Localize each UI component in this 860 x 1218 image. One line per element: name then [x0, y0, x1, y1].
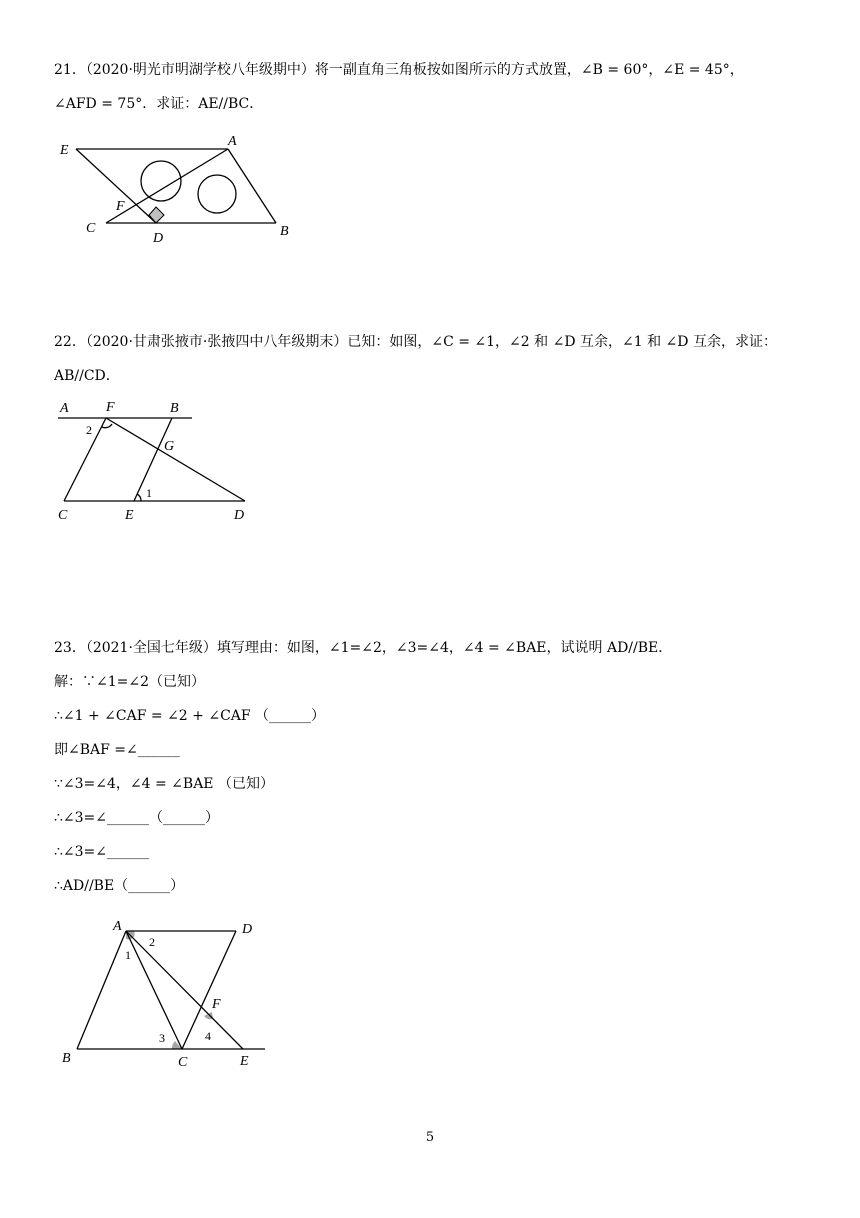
q22-label-G: G — [164, 439, 175, 454]
q23-statement-line1: 23．（2021·全国七年级）填写理由：如图，∠1=∠2，∠3=∠4，∠4 = ∠BAE，试说明 AD//BE． — [54, 640, 673, 656]
q22-label-1: 1 — [146, 486, 152, 500]
q23-label-B: B — [62, 1051, 71, 1066]
q21-label-F: F — [116, 199, 125, 214]
q22-label-2: 2 — [86, 423, 92, 437]
q23-step-7: ∴AD//BE（______） — [54, 878, 185, 894]
q23-step-1: 解：∵∠1=∠2（已知） — [54, 674, 206, 690]
q22-label-E: E — [125, 508, 134, 523]
q23-step-4: ∵∠3=∠4，∠4 = ∠BAE （已知） — [54, 776, 274, 792]
q23-label-4: 4 — [205, 1029, 211, 1043]
q21-statement-line1: 21．（2020·明光市明湖学校八年级期中）将一副直角三角板按如图所示的方式放置，∠B = 60°，∠E = 45°， — [54, 62, 744, 78]
q22-statement-line1: 22．（2020·甘肃张掖市·张掖四中八年级期末）已知：如图，∠C = ∠1，∠2 和 ∠D 互余，∠1 和 ∠D 互余，求证： — [54, 334, 777, 350]
page-number: 5 — [425, 1130, 435, 1145]
q21-label-C: C — [86, 221, 96, 236]
q22-label-C: C — [58, 508, 68, 523]
q22-label-F: F — [106, 400, 115, 415]
q21-label-E: E — [60, 143, 69, 158]
q22-label-D: D — [234, 508, 245, 523]
q23-label-A: A — [113, 919, 122, 934]
q22-statement-line2: AB//CD． — [54, 368, 120, 384]
q23-step-3: 即∠BAF =∠______ — [54, 742, 180, 758]
q23-label-F: F — [212, 997, 221, 1012]
q23-label-3: 3 — [159, 1031, 165, 1045]
q22-figure — [50, 396, 260, 526]
q21-statement-line2: ∠AFD = 75°．求证：AE//BC． — [54, 96, 264, 112]
q23-step-5: ∴∠3=∠______（______） — [54, 810, 220, 826]
q23-label-C: C — [178, 1055, 188, 1070]
q23-figure — [55, 912, 285, 1072]
q23-label-2: 2 — [149, 935, 155, 949]
q23-step-6: ∴∠3=∠______ — [54, 844, 150, 860]
q21-label-B: B — [280, 224, 289, 239]
q23-step-2: ∴∠1 + ∠CAF = ∠2 + ∠CAF （______） — [54, 708, 326, 724]
q23-label-E: E — [240, 1054, 249, 1069]
q21-label-A: A — [228, 134, 237, 149]
q22-label-B: B — [170, 401, 179, 416]
q22-label-A: A — [60, 401, 69, 416]
q21-figure — [50, 128, 310, 248]
q23-label-D: D — [242, 922, 253, 937]
q21-label-D: D — [153, 231, 164, 246]
q23-label-1: 1 — [125, 948, 131, 962]
